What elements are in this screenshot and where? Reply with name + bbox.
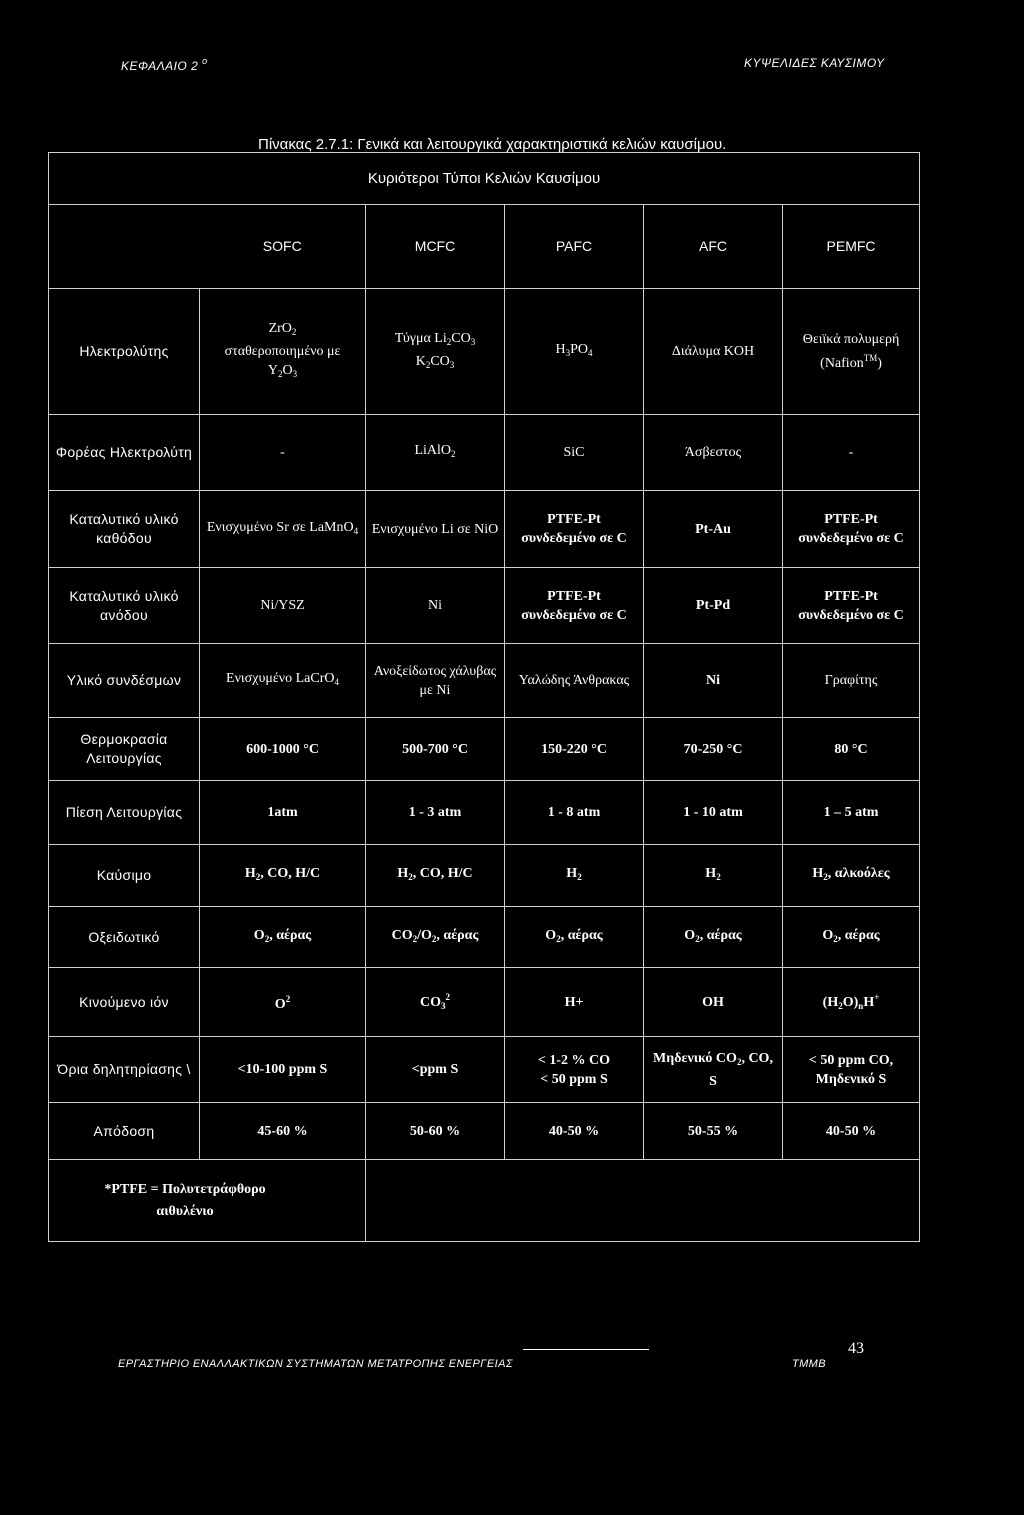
table-title-row (49, 153, 920, 205)
table-cell: Μηδενικό $CO_2$, CO, S (644, 1037, 783, 1103)
table-cell: SiC (505, 415, 644, 491)
table-cell: Διάλυμα KOH (644, 289, 783, 415)
table-cell: 600-1000 °C (200, 718, 366, 781)
type-header-cell: AFC (644, 205, 783, 289)
table-cell: < 1-2 % CO < 50 ppm S (505, 1037, 644, 1103)
table-row (49, 1103, 920, 1160)
table-cell: 1 - 8 atm (505, 781, 644, 845)
row-label: Φορέας Ηλεκτρολύτη (49, 415, 200, 491)
footer-dept: ΤΜΜΒ (792, 1358, 826, 1370)
table-cell: 80 °C (783, 718, 920, 781)
table-cell: PTFE-Pt συνδεδεμένο σε C (783, 491, 920, 568)
table-caption: Πίνακας 2.7.1: Γενικά και λειτουργικά χαρακτηριστικά κελιών καυσίμου. (258, 136, 727, 153)
table-cell: Ni (366, 568, 505, 644)
type-header-cell: PAFC (505, 205, 644, 289)
table-cell: 50-55 % (644, 1103, 783, 1160)
table-cell: ZrO$_2$ σταθεροποιημένο με $Y_2O_3$ (200, 289, 366, 415)
table-row (49, 718, 920, 781)
table-row (49, 1037, 920, 1103)
table-cell: PTFE-Pt συνδεδεμένο σε C (783, 568, 920, 644)
table-cell: Ανοξείδωτος χάλυβας με Ni (366, 644, 505, 718)
table-cell: 50-60 % (366, 1103, 505, 1160)
table-cell: Ενισχυμένο Sr σε LaMnO$_4$ (200, 491, 366, 568)
table-cell: $H_2$, CO, H/C (366, 845, 505, 907)
table-cell: - (200, 415, 366, 491)
table-cell: $H_2$, αλκοόλες (783, 845, 920, 907)
table-cell: Pt-Au (644, 491, 783, 568)
table-row (49, 568, 920, 644)
empty-corner-cell (49, 205, 200, 289)
footer-lab: ΕΡΓΑΣΤΗΡΙΟ ΕΝΑΛΛΑΚΤΙΚΩΝ ΣΥΣΤΗΜΑΤΩΝ ΜΕΤΑΤΡΟΠΗΣ ΕΝΕΡΓΕΙΑΣ (118, 1358, 513, 1370)
table-row (49, 289, 920, 415)
table-cell: < 50 ppm CO, Μηδενικό S (783, 1037, 920, 1103)
table-cell: Ενισχυμένο LaCrO$_4$ (200, 644, 366, 718)
table-cell: $H_2$ (505, 845, 644, 907)
table-cell: Ενισχυμένο Li σε NiO (366, 491, 505, 568)
table-cell: Άσβεστος (644, 415, 783, 491)
table-row (49, 781, 920, 845)
row-label: Κινούμενο ιόν (49, 968, 200, 1037)
table-cell: - (783, 415, 920, 491)
table-cell: $CO_2/O_2$, αέρας (366, 907, 505, 968)
table-cell: PTFE-Pt συνδεδεμένο σε C (505, 491, 644, 568)
table-cell: 40-50 % (783, 1103, 920, 1160)
table-cell: 40-50 % (505, 1103, 644, 1160)
row-label: Απόδοση (49, 1103, 200, 1160)
row-label: Υλικό συνδέσμων (49, 644, 200, 718)
footer-divider (523, 1349, 649, 1350)
table-cell: 1 - 10 atm (644, 781, 783, 845)
row-label: Οξειδωτικό (49, 907, 200, 968)
table-cell: $H_2$, CO, H/C (200, 845, 366, 907)
table-cell: 45-60 % (200, 1103, 366, 1160)
row-label: Ηλεκτρολύτης (49, 289, 200, 415)
table-cell: $O_2$, αέρας (644, 907, 783, 968)
row-label: Καύσιμο (49, 845, 200, 907)
type-header-row (49, 205, 920, 289)
row-label: Θερμοκρασία Λειτουργίας (49, 718, 200, 781)
table-row (49, 644, 920, 718)
type-header-cell: SOFC (200, 205, 366, 289)
table-row (49, 491, 920, 568)
table-cell: $H_2$ (644, 845, 783, 907)
type-header-cell: MCFC (366, 205, 505, 289)
table-cell: $O^2$ (200, 968, 366, 1037)
row-label: Όρια δηλητηρίασης \ (49, 1037, 200, 1103)
page-number: 43 (848, 1340, 864, 1357)
row-label: Καταλυτικό υλικό ανόδου (49, 568, 200, 644)
table-cell: $CO_3^2$ (366, 968, 505, 1037)
section-header: ΚΥΨΕΛΙΔΕΣ ΚΑΥΣΙΜΟΥ (744, 56, 885, 70)
table-cell: Ni (644, 644, 783, 718)
table-cell: Τύγμα $Li_2CO_3$ $K_2CO_3$ (366, 289, 505, 415)
table-cell: $O_2$, αέρας (200, 907, 366, 968)
table-cell: Υαλώδης Άνθρακας (505, 644, 644, 718)
table-cell: Γραφίτης (783, 644, 920, 718)
table-cell: 500-700 °C (366, 718, 505, 781)
table-title: Κυριότεροι Τύποι Κελιών Καυσίμου (49, 153, 920, 205)
table-row (49, 415, 920, 491)
row-label: Καταλυτικό υλικό καθόδου (49, 491, 200, 568)
table-cell: OH (644, 968, 783, 1037)
note-row (49, 1160, 920, 1242)
note-cell (49, 1160, 366, 1242)
table-cell: $(H_2O)_nH^+$ (783, 968, 920, 1037)
type-header-cell: PEMFC (783, 205, 920, 289)
fuel-cell-table (48, 152, 920, 1242)
note-blank-cell (366, 1160, 920, 1242)
table-cell: 1atm (200, 781, 366, 845)
table-cell: 70-250 °C (644, 718, 783, 781)
table-cell: Pt-Pd (644, 568, 783, 644)
table-cell: $O_2$, αέρας (783, 907, 920, 968)
table-cell: <ppm S (366, 1037, 505, 1103)
row-label: Πίεση Λειτουργίας (49, 781, 200, 845)
table-cell: H+ (505, 968, 644, 1037)
table-cell: 1 - 3 atm (366, 781, 505, 845)
table-cell: LiAlO$_2$ (366, 415, 505, 491)
table-cell: 150-220 °C (505, 718, 644, 781)
table-row (49, 845, 920, 907)
chapter-header: ΚΕΦΑΛΑΙΟ 2 $^o$ (121, 56, 208, 73)
table-cell: 1 – 5 atm (783, 781, 920, 845)
ptfe-note: *PTFE = Πολυτετράφθορο αιθυλένιο (104, 1181, 266, 1219)
table-cell: $H_3PO_4$ (505, 289, 644, 415)
table-cell: Ni/YSZ (200, 568, 366, 644)
table-row (49, 907, 920, 968)
table-cell: Θειϊκά πολυμερή (Nafion™) (783, 289, 920, 415)
table-row (49, 968, 920, 1037)
table-cell: <10-100 ppm S (200, 1037, 366, 1103)
table-cell: PTFE-Pt συνδεδεμένο σε C (505, 568, 644, 644)
table-cell: $O_2$, αέρας (505, 907, 644, 968)
